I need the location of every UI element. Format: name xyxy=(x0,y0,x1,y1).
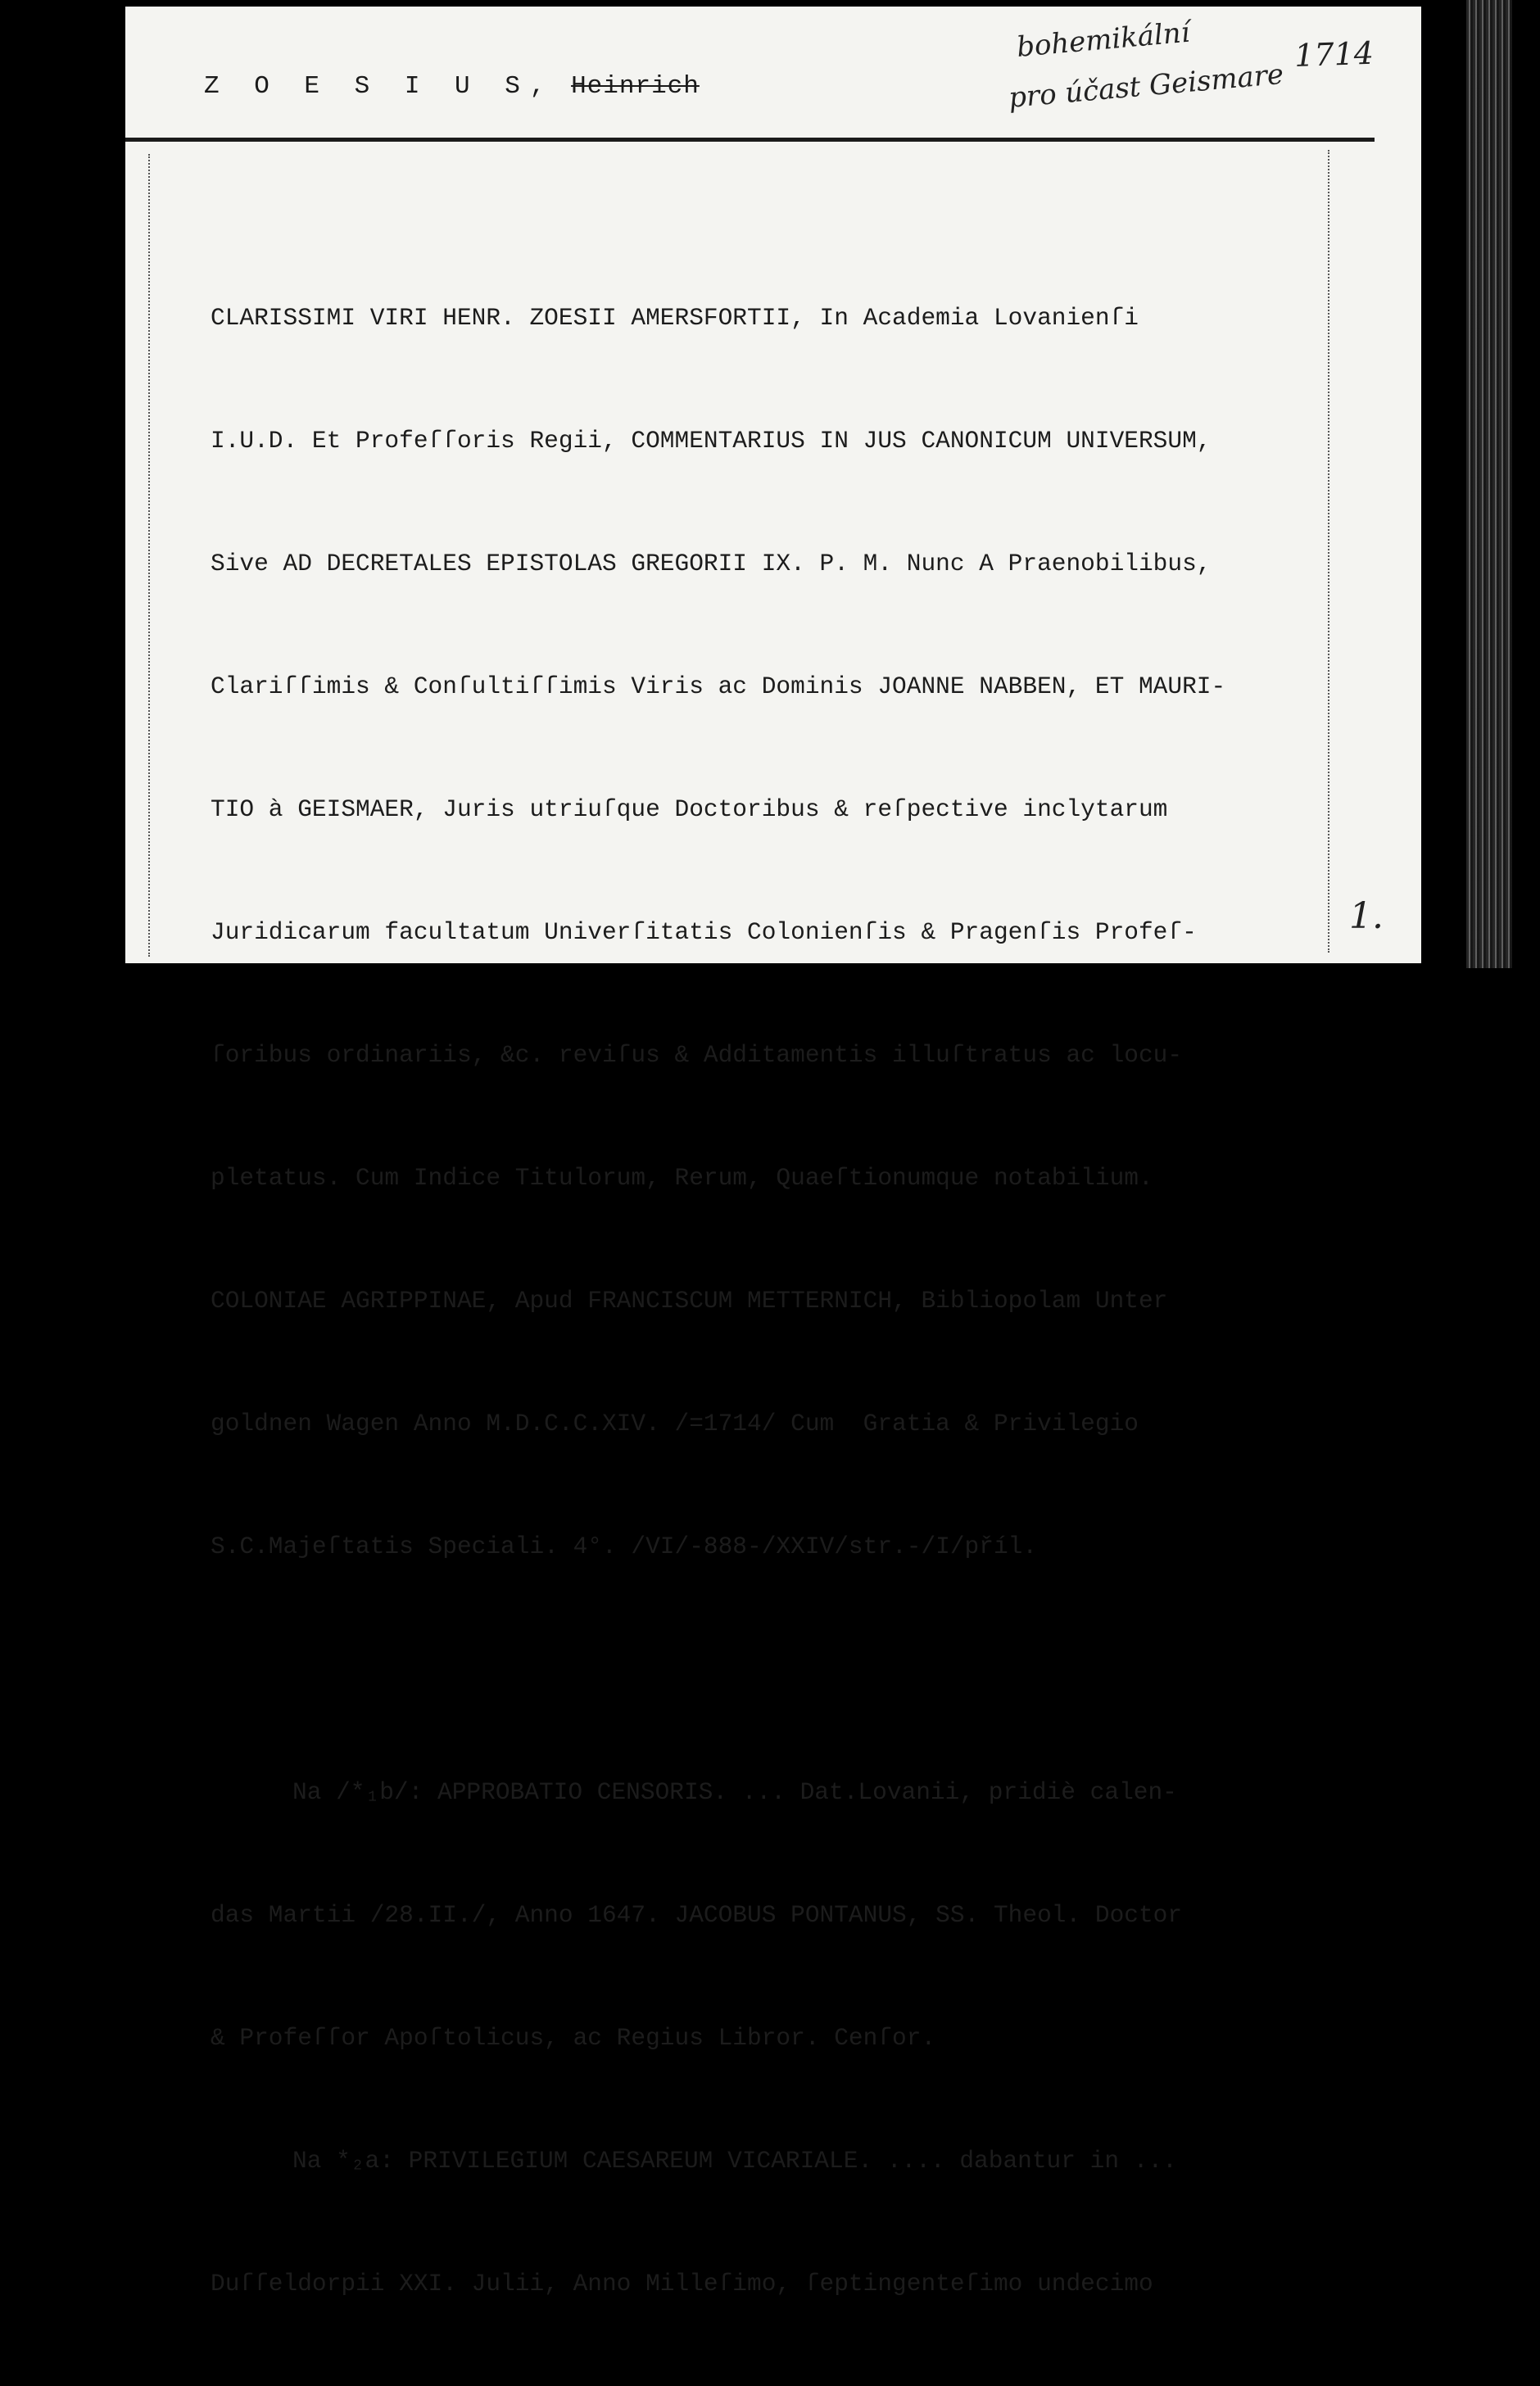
catalog-card xyxy=(125,7,1421,2298)
entry-line: COLONIAE AGRIPPINAE, Apud FRANCISCUM METTERNICH, Bibliopolam Unter xyxy=(211,1287,1168,1315)
handwritten-year: 1714 xyxy=(1293,34,1375,74)
entry-line: S.C.Majeſtatis Speciali. 4°. /VI/-888-/XXIV/str.-/I/příl. xyxy=(211,1533,1038,1560)
author-surname: Z O E S I U S, xyxy=(204,72,555,101)
header-divider xyxy=(125,138,1375,142)
note-line: Na /*₁b/: APPROBATIO CENSORIS. ... Dat.Lovanii, pridiè calen- xyxy=(292,1778,1177,1806)
note-line: Na *₂a: PRIVILEGIUM CAESAREUM VICARIALE. .... dabantur in ... xyxy=(292,2147,1177,2175)
entry-line: I.U.D. Et Profeſſoris Regii, COMMENTARIUS IN JUS CANONICUM UNIVERSUM, xyxy=(211,427,1212,455)
left-margin-line xyxy=(148,154,150,957)
entry-line: pletatus. Cum Indice Titulorum, Rerum, Quaeſtionumque notabilium. xyxy=(211,1164,1153,1192)
entry-line: ſoribus ordinariis, &c. reviſus & Additamentis illuſtratus ac locu- xyxy=(211,1041,1183,1069)
right-margin-line xyxy=(1328,150,1329,953)
note-line: Duſſeldorpii XXI. Julii, Anno Milleſimo, ſeptingenteſimo undecimo xyxy=(211,2270,1153,2298)
entry-line: Clariſſimis & Conſultiſſimis Viris ac Dominis JOANNE NABBEN, ET MAURI- xyxy=(211,672,1226,700)
entry-line: TIO à GEISMAER, Juris utriuſque Doctoribus & reſpective inclytarum xyxy=(211,795,1168,823)
handwritten-card-number: 1. xyxy=(1349,895,1384,937)
entry-body xyxy=(211,215,1325,2386)
note-line: das Martii /28.II./, Anno 1647. JACOBUS PONTANUS, SS. Theol. Doctor xyxy=(211,1901,1183,1929)
handwritten-note-line-1: bohemikální xyxy=(1015,16,1192,64)
entry-line: Sive AD DECRETALES EPISTOLAS GREGORII IX. P. M. Nunc A Praenobilibus, xyxy=(211,550,1212,577)
entry-line: goldnen Wagen Anno M.D.C.C.XIV. /=1714/ Cum Gratia & Privilegio xyxy=(211,1410,1139,1437)
header-author xyxy=(204,72,700,101)
entry-line: Juridicarum facultatum Univerſitatis Colonienſis & Pragenſis Profeſ- xyxy=(211,918,1197,946)
note-line: & Profeſſor Apoſtolicus, ac Regius Libror. Cenſor. xyxy=(211,2024,936,2052)
entry-line: CLARISSIMI VIRI HENR. ZOESII AMERSFORTII, In Academia Lovanienſi xyxy=(211,304,1139,332)
author-given-name: Heinrich xyxy=(571,72,700,101)
handwritten-note-line-2: pro účast Geismare xyxy=(1007,57,1285,115)
scan-edge xyxy=(1466,0,1512,968)
